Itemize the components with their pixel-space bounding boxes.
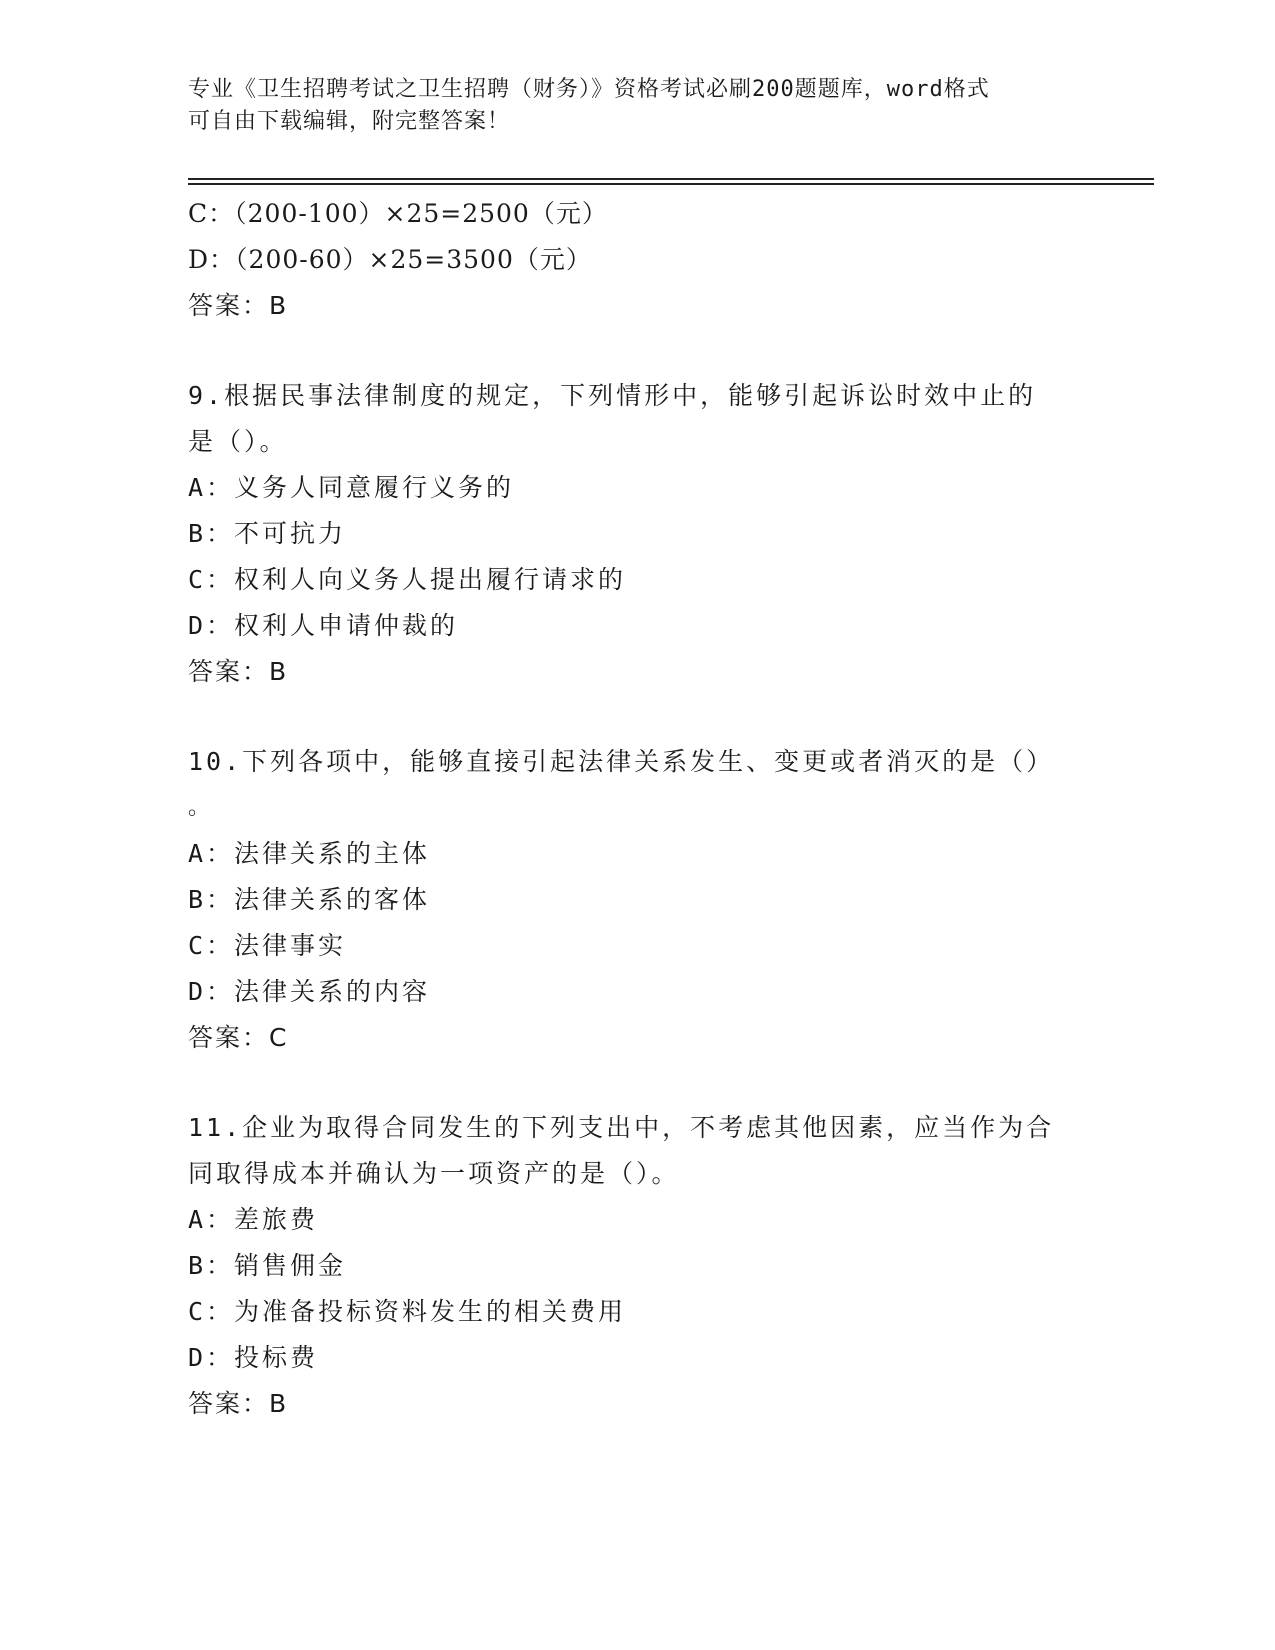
option-c: C：法律事实 bbox=[188, 931, 347, 960]
answer-line: 答案：B bbox=[188, 657, 289, 686]
option-a: A：义务人同意履行义务的 bbox=[188, 473, 515, 502]
question-9 bbox=[188, 373, 1088, 695]
question-11 bbox=[188, 1105, 1088, 1427]
header-divider-top bbox=[188, 178, 1154, 180]
question-stem: 10.下列各项中，能够直接引起法律关系发生、变更或者消灭的是（） bbox=[188, 747, 1055, 776]
option-b: B：不可抗力 bbox=[188, 519, 347, 548]
question-stem-continued: 是（）。 bbox=[188, 427, 288, 456]
header-divider-bottom bbox=[188, 183, 1154, 185]
question-stem: 11.企业为取得合同发生的下列支出中，不考虑其他因素，应当作为合 bbox=[188, 1113, 1055, 1142]
document-header bbox=[188, 74, 1088, 138]
question-stem-continued: 同取得成本并确认为一项资产的是（）。 bbox=[188, 1159, 680, 1188]
answer-line: 答案：C bbox=[188, 1023, 289, 1052]
option-d: D：法律关系的内容 bbox=[188, 977, 431, 1006]
option-d: D：（200-60）×25=3500（元） bbox=[188, 245, 592, 274]
option-b: B：销售佣金 bbox=[188, 1251, 347, 1280]
question-8-tail bbox=[188, 191, 1088, 329]
option-c: C：为准备投标资料发生的相关费用 bbox=[188, 1297, 627, 1326]
option-c: C：（200-100）×25=2500（元） bbox=[188, 199, 608, 228]
answer-line: 答案：B bbox=[188, 291, 289, 320]
option-a: A：法律关系的主体 bbox=[188, 839, 431, 868]
question-10 bbox=[188, 739, 1088, 1061]
option-d: D：权利人申请仲裁的 bbox=[188, 611, 459, 640]
question-stem-continued: 。 bbox=[188, 795, 214, 820]
option-a: A：差旅费 bbox=[188, 1205, 319, 1234]
option-d: D：投标费 bbox=[188, 1343, 319, 1372]
header-title-line-1: 专业《卫生招聘考试之卫生招聘（财务）》资格考试必刷200题题库，word格式 bbox=[188, 77, 990, 102]
header-title-line-2: 可自由下载编辑，附完整答案！ bbox=[188, 109, 511, 134]
option-c: C：权利人向义务人提出履行请求的 bbox=[188, 565, 627, 594]
question-stem: 9.根据民事法律制度的规定，下列情形中，能够引起诉讼时效中止的 bbox=[188, 381, 1037, 410]
answer-line: 答案：B bbox=[188, 1389, 289, 1418]
option-b: B：法律关系的客体 bbox=[188, 885, 431, 914]
question-list bbox=[188, 191, 1088, 1427]
